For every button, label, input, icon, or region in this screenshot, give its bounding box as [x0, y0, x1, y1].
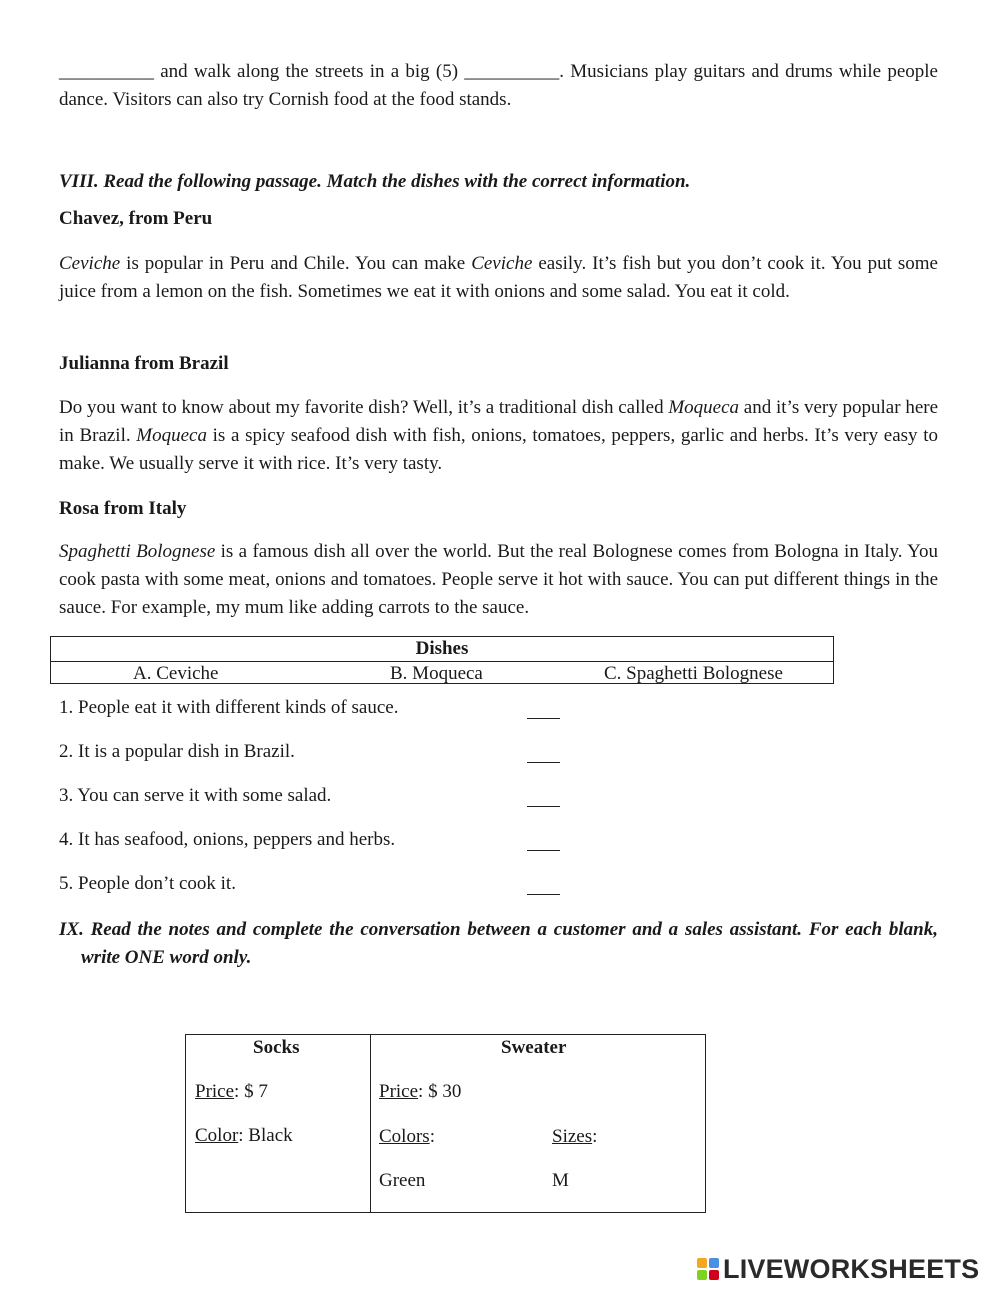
answer-blank-q1[interactable]: [527, 718, 560, 719]
passage-moqueca: Do you want to know about my favorite dish? Well, it’s a traditional dish called Moqueca and it’s very popular here in Brazil. Moqueca is a spicy seafood dish with fish, onions, tomatoes, peppers, garlic and herbs. It’s very easy to make. We usually serve it with rice. It’s very tasty.: [59, 397, 939, 474]
answer-blank-5[interactable]: __________: [464, 61, 560, 82]
sweater-title: Sweater: [501, 1037, 567, 1058]
question-1: 1. People eat it with different kinds of sauce.: [59, 697, 399, 718]
sweater-color-green: Green: [379, 1170, 426, 1191]
clothes-notes-table: [185, 1034, 706, 1213]
sweater-price: Price: $ 30: [379, 1081, 462, 1102]
person-heading-julianna: Julianna from Brazil: [59, 353, 229, 374]
socks-title: Socks: [253, 1037, 300, 1058]
section-9-instruction: IX. Read the notes and complete the conversation between a customer and a sales assistant. For each blank, write ONE word only.: [59, 919, 938, 968]
passage-ceviche: Ceviche is popular in Peru and Chile. You can make Ceviche easily. It’s fish but you don’t cook it. You put some juice from a lemon on the fish. Sometimes we eat it with onions and some salad. You eat it cold.: [59, 253, 938, 302]
intro-paragraph: __________ and walk along the streets in a big (5) __________. Musicians play guitars and drums while people dance. Visitors can also try Cornish food at the food stands.: [59, 61, 938, 110]
question-3: 3. You can serve it with some salad.: [59, 785, 332, 806]
question-2: 2. It is a popular dish in Brazil.: [59, 741, 295, 762]
person-heading-rosa: Rosa from Italy: [59, 498, 187, 519]
sweater-size-m: M: [552, 1170, 569, 1191]
person-heading-chavez: Chavez, from Peru: [59, 208, 213, 229]
logo-text: LIVEWORKSHEETS: [723, 1253, 980, 1284]
sweater-colors-label: Colors:: [379, 1126, 435, 1147]
table-divider: [370, 1035, 371, 1212]
socks-price: Price: $ 7: [195, 1081, 268, 1102]
sweater-sizes-label: Sizes:: [552, 1126, 598, 1147]
answer-blank-q2[interactable]: [527, 762, 560, 763]
question-4: 4. It has seafood, onions, peppers and herbs.: [59, 829, 396, 850]
passage-spaghetti: Spaghetti Bolognese is a famous dish all over the world. But the real Bolognese comes from Bologna in Italy. You cook pasta with some meat, onions and tomatoes. People serve it hot with sauce. You can put different things in the sauce. For example, my mum like adding carrots to the sauce.: [59, 541, 938, 618]
dishes-table-options: [51, 662, 833, 685]
answer-blank-q4[interactable]: [527, 850, 560, 851]
answer-blank-4[interactable]: __________: [59, 61, 154, 82]
dish-option-c: C. Spaghetti Bolognese: [604, 663, 783, 684]
question-5: 5. People don’t cook it.: [59, 873, 236, 894]
dishes-table: [50, 636, 834, 684]
dishes-table-header: Dishes: [51, 637, 833, 662]
liveworksheets-logo: [697, 1254, 979, 1284]
socks-color: Color: Black: [195, 1125, 293, 1146]
answer-blank-q3[interactable]: [527, 806, 560, 807]
section-8-instruction: VIII. Read the following passage. Match the dishes with the correct information.: [59, 171, 691, 192]
dish-option-a: A. Ceviche: [133, 663, 219, 684]
answer-blank-q5[interactable]: [527, 894, 560, 895]
dish-option-b: B. Moqueca: [390, 663, 483, 684]
logo-mark-icon: [697, 1258, 719, 1280]
